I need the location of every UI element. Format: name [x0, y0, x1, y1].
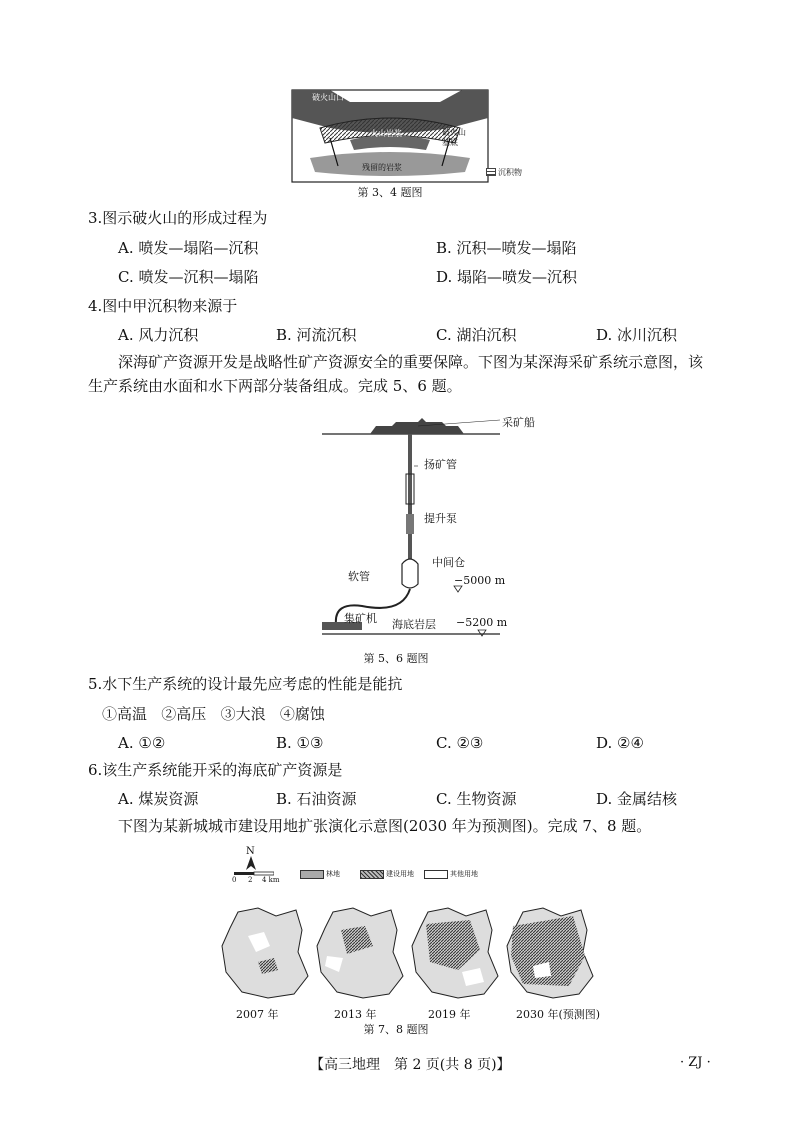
- q4-option-b: B. 河流沉积: [276, 326, 357, 344]
- label-lift-pump: 提升泵: [424, 512, 457, 525]
- legend-other-swatch: [424, 870, 448, 879]
- north-label: N: [246, 846, 255, 857]
- label-depth-5200: −5200 m: [456, 616, 508, 629]
- label-hose: 软管: [348, 570, 370, 583]
- figure-caption-78: 第 7、8 题图: [363, 1023, 429, 1036]
- intro-7-8: 下图为某新城城市建设用地扩张演化示意图(2030 年为预测图)。完成 7、8 题。: [118, 817, 652, 835]
- q5-option-d: D. ②④: [596, 734, 644, 752]
- label-lift-pipe: 扬矿管: [424, 458, 457, 471]
- label-depth-5000: −5000 m: [454, 574, 506, 587]
- legend-other-label: 其他用地: [450, 870, 478, 878]
- q4-option-d: D. 冰川沉积: [596, 326, 678, 344]
- q5-option-b: B. ①③: [276, 734, 324, 752]
- map-2030: [507, 908, 593, 998]
- legend-sediment-label: 沉积物: [498, 168, 522, 177]
- q6-option-d: D. 金属结核: [596, 790, 678, 808]
- map-2007: [222, 908, 308, 998]
- q4-option-c: C. 湖泊沉积: [436, 326, 517, 344]
- figure-land-use-maps: [218, 846, 601, 1022]
- page-footer: 【高三地理 第 2 页(共 8 页)】: [310, 1057, 511, 1073]
- label-collector: 集矿机: [344, 612, 377, 625]
- scale-4km: 4 km: [262, 876, 280, 884]
- q3-option-c: C. 喷发—沉积—塌陷: [118, 268, 259, 286]
- question-4-stem: 4.图中甲沉积物来源于: [88, 297, 238, 315]
- q3-option-a: A. 喷发—塌陷—沉积: [118, 239, 259, 257]
- question-5-stem: 5.水下生产系统的设计最先应考虑的性能是能抗: [88, 675, 403, 693]
- label-mining-ship: 采矿船: [502, 416, 535, 429]
- q6-option-a: A. 煤炭资源: [118, 790, 199, 808]
- intro-5-6: 深海矿产资源开发是战略性矿产资源安全的重要保障。下图为某深海采矿系统示意图，该生产系统由水面和水下两部分装备组成。完成 5、6 题。: [88, 353, 704, 395]
- map-label-2007: 2007 年: [236, 1008, 279, 1021]
- question-6-stem: 6.该生产系统能开采的海底矿产资源是: [88, 761, 343, 779]
- q5-option-c: C. ②③: [436, 734, 484, 752]
- map-label-2013: 2013 年: [334, 1008, 377, 1021]
- map-label-2030: 2030 年(预测图): [516, 1008, 601, 1021]
- q6-option-b: B. 石油资源: [276, 790, 357, 808]
- question-3-stem: 3.图示破火山的形成过程为: [88, 209, 268, 227]
- q4-option-a: A. 风力沉积: [118, 326, 199, 344]
- q6-option-c: C. 生物资源: [436, 790, 517, 808]
- legend-forest-swatch: [300, 870, 324, 879]
- q5-option-a: A. ①②: [118, 734, 166, 752]
- scale-0: 0: [232, 876, 237, 884]
- label-intermediate-bin: 中间仓: [432, 556, 465, 569]
- legend-forest-label: 林地: [326, 870, 340, 878]
- land-use-maps: [218, 906, 598, 1002]
- map-2019: [412, 908, 498, 998]
- label-residual-magma: 残留的岩浆: [362, 163, 402, 172]
- legend-construction-label: 建设用地: [386, 870, 414, 878]
- q3-option-d: D. 塌陷—喷发—沉积: [436, 268, 578, 286]
- figure-caption-34: 第 3、4 题图: [357, 186, 423, 199]
- legend-construction-swatch: [360, 870, 384, 879]
- map-label-2019: 2019 年: [428, 1008, 471, 1021]
- figure-caption-56: 第 5、6 题图: [363, 652, 429, 665]
- page-footer-code: · ZJ ·: [680, 1055, 711, 1070]
- map-2013: [317, 908, 403, 998]
- legend-sediment-swatch: [486, 168, 496, 176]
- label-seabed-rock: 海底岩层: [392, 618, 436, 631]
- label-magma: 火山岩浆: [370, 129, 402, 138]
- scale-2: 2: [248, 876, 253, 884]
- figure-deep-sea-mining: [322, 414, 535, 646]
- label-caldera-base: 破火山基底: [442, 128, 466, 147]
- figure-caldera: [290, 88, 560, 184]
- q5-items: ①高温 ②高压 ③大浪 ④腐蚀: [102, 705, 325, 723]
- label-caldera-top: 破火山口: [312, 93, 344, 102]
- q3-option-b: B. 沉积—喷发—塌陷: [436, 239, 577, 257]
